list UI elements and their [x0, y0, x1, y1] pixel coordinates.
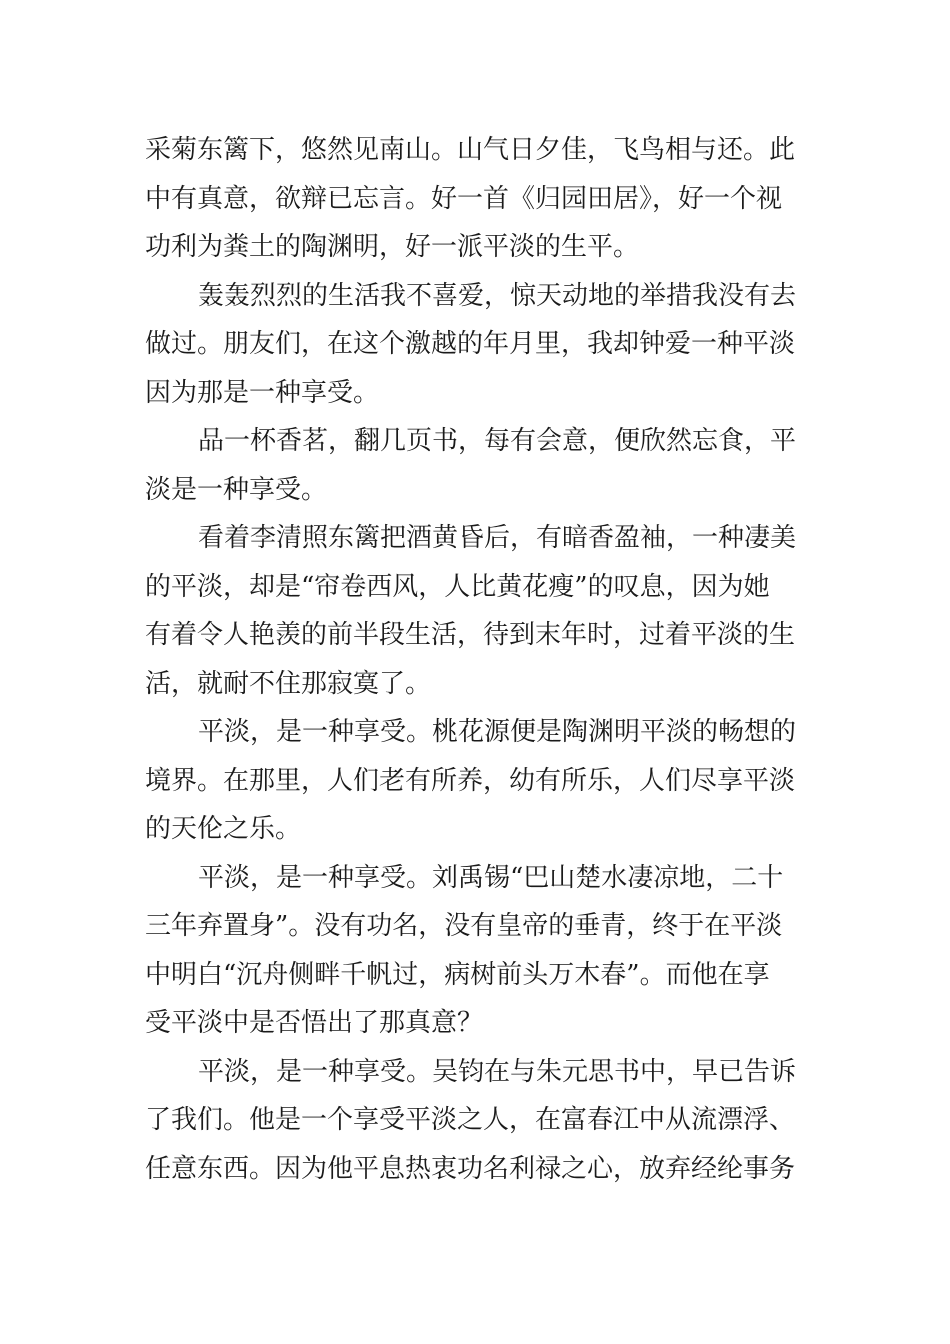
text-line: 活，就耐不住那寂寞了。 [145, 668, 432, 699]
text-line: 了我们。他是一个享受平淡之人，在富春江中从流漂浮、 [145, 1105, 796, 1135]
text-line: 受平淡中是否悟出了那真意？ [145, 1008, 484, 1038]
text-line: 中有真意，欲辩已忘言。好一首《归园田居》，好一个视 [145, 183, 783, 214]
text-line: 的平淡，却是“帘卷西风，人比黄花瘦”的叹息，因为她 [145, 571, 770, 602]
text-line: 境界。在那里，人们老有所养，幼有所乐，人们尽享平淡 [145, 765, 796, 796]
text-line: 的天伦之乐。 [145, 814, 302, 844]
text-line: 因为那是一种享受。 [145, 377, 380, 408]
text-line: 中明白“沉舟侧畔千帆过，病树前头万木春”。而他在享 [145, 959, 770, 990]
text-line: 三年弃置身”。没有功名，没有皇帝的垂青，终于在平淡 [145, 911, 783, 941]
text-line: 采菊东篱下，悠然见南山。山气日夕佳，飞鸟相与还。此 [145, 135, 796, 165]
essay-text [145, 126, 810, 1193]
text-line: 轰轰烈烈的生活我不喜爱，惊天动地的举措我没有去 [198, 280, 797, 311]
text-line: 平淡，是一种享受。吴钧在与朱元思书中，早已告诉 [198, 1056, 797, 1087]
text-line: 做过。朋友们，在这个激越的年月里，我却钟爱一种平淡 [145, 329, 796, 359]
text-line: 有着令人艳羡的前半段生活，待到末年时，过着平淡的生 [145, 620, 796, 650]
text-line: 品一杯香茗，翻几页书，每有会意，便欣然忘食，平 [198, 426, 797, 456]
text-line: 任意东西。因为他平息热衷功名利禄之心，放弃经纶事务 [145, 1153, 796, 1184]
text-line: 淡是一种享受。 [145, 474, 328, 505]
text-line: 平淡，是一种享受。桃花源便是陶渊明平淡的畅想的 [198, 717, 797, 747]
text-line: 功利为粪土的陶渊明，好一派平淡的生平。 [145, 232, 640, 262]
text-line: 平淡，是一种享受。刘禹锡“巴山楚水凄凉地，二十 [198, 862, 784, 893]
text-line: 看着李清照东篱把酒黄昏后，有暗香盈袖，一种凄美 [198, 523, 797, 553]
